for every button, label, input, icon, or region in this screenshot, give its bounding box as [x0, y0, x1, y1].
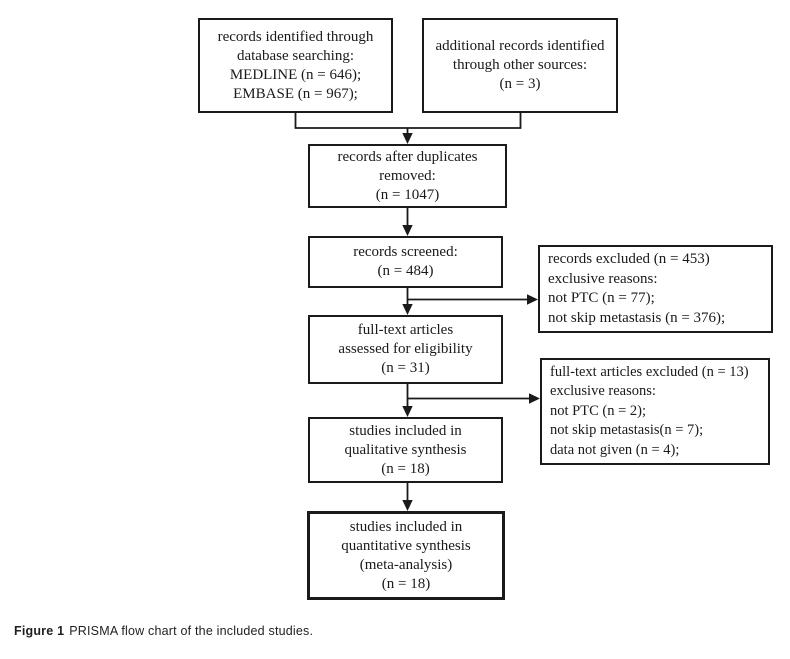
node-fulltext-assessed-eligibility: [308, 315, 503, 384]
node-text-line: removed:: [379, 167, 436, 184]
node-text-line: (n = 18): [381, 575, 431, 592]
node-records-excluded: [538, 245, 773, 333]
node-text-line: quantitative synthesis: [341, 537, 471, 554]
edge-deduplicated-to-screened: [402, 208, 412, 236]
node-text-line: database searching:: [236, 47, 355, 64]
node-text-line: not skip metastasis (n = 376);: [548, 309, 726, 326]
node-records-screened: [308, 236, 503, 288]
figure-caption: [14, 624, 313, 638]
node-text-line: studies included in: [349, 422, 462, 439]
edge-screened-to-fulltext: [402, 288, 412, 315]
node-text-line: full-text articles excluded (n = 13): [550, 363, 749, 380]
node-text-line: not PTC (n = 77);: [548, 290, 655, 306]
figure-caption-label: Figure 1: [14, 624, 65, 638]
node-included-quantitative-synthesis: [307, 511, 505, 600]
edge-qualitative-to-quantitative: [402, 483, 412, 511]
node-text-line: (n = 484): [377, 263, 434, 279]
node-text-line: qualitative synthesis: [344, 441, 467, 458]
node-text-line: studies included in: [349, 518, 463, 535]
node-text-line: exclusive reasons:: [548, 270, 658, 287]
edge-junction-to-deduplicated: [402, 128, 412, 144]
node-text-line: not skip metastasis(n = 7);: [550, 422, 704, 439]
node-included-qualitative-synthesis: [308, 417, 503, 483]
node-text-line: full-text articles: [357, 322, 454, 338]
node-text-line: additional records identified: [435, 38, 605, 54]
node-additional-records-other-sources: [422, 18, 618, 113]
edge-screened-to-records-excluded: [408, 294, 539, 304]
node-text-line: EMBASE (n = 967);: [233, 85, 358, 102]
node-records-identified-database: [198, 18, 393, 113]
node-text-line: records screened:: [353, 244, 458, 260]
node-text-line: MEDLINE (n = 646);: [229, 66, 362, 83]
node-text-line: assessed for eligibility: [338, 341, 473, 357]
node-text-line: (n = 18): [381, 460, 430, 477]
node-text-line: data not given (n = 4);: [550, 441, 680, 458]
node-text-line: not PTC (n = 2);: [550, 402, 646, 419]
node-records-after-duplicates-removed: [308, 144, 507, 208]
node-text-line: (n = 1047): [375, 186, 440, 203]
figure-caption-text: PRISMA flow chart of the included studies.: [69, 624, 314, 638]
node-text-line: (meta-analysis): [359, 556, 453, 573]
node-text-line: records excluded (n = 453): [548, 251, 710, 267]
edge-fulltext-to-qualitative: [402, 384, 412, 417]
node-text-line: through other sources:: [452, 57, 588, 73]
node-text-line: records after duplicates: [337, 148, 478, 165]
node-text-line: records identified through: [217, 28, 374, 45]
edge-fulltext-to-fulltext-excluded: [408, 393, 541, 403]
node-text-line: (n = 3): [499, 76, 541, 92]
node-text-line: (n = 31): [381, 360, 430, 376]
node-fulltext-articles-excluded: [540, 358, 770, 465]
node-text-line: exclusive reasons:: [550, 383, 656, 400]
